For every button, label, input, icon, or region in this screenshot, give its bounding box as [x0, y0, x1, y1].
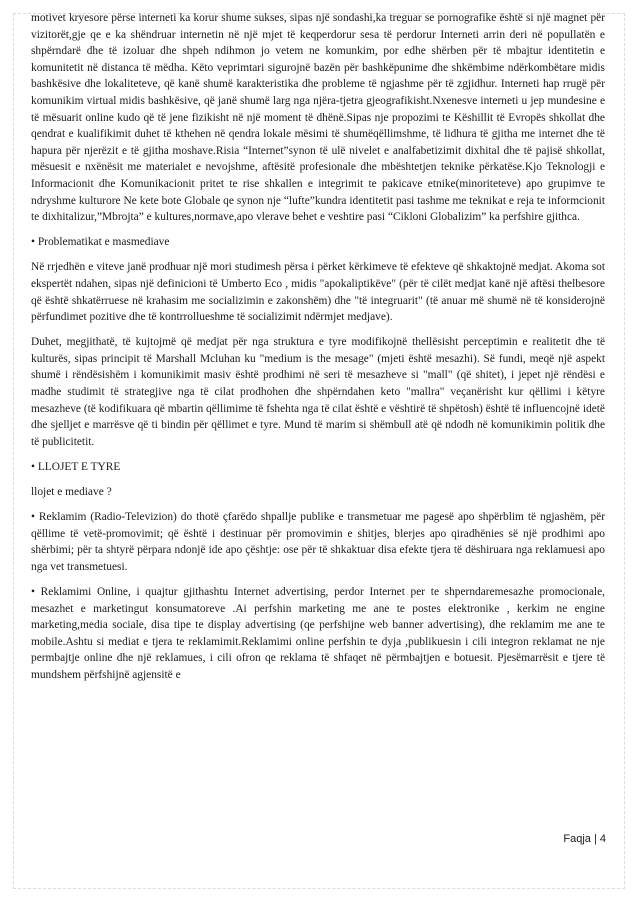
heading-types: • LLOJET E TYRE [31, 460, 121, 473]
subheading-media-types: llojet e mediave ? [31, 485, 112, 498]
paragraph-advertising-radio-tv: • Reklamim (Radio-Televizion) do thotë çfarëdo shpallje publike e transmetuar me pagesë apo shpërblim të ngjashëm, për qëllime të vetë-promovimit; që është i destinuar për promovimin e shitjes, blerjes apo qiradhënies së një prodhimi apo shërbimi; për ta shtyrë përpara ndonjë ide apo çështje: ose për të shkaktuar disa efekte tjera të dëshiruara nga reklamuesi apo nga vet transmetuesi. [31, 511, 605, 573]
paragraph-internet-motives: motivet kryesore përse interneti ka korur shume sukses, sipas një sondashi,ka treguar se pornografike është si një magnet për vizitorët,gje qe e ka shëndruar internetin në një mjet të keqperdorur sesa të perdorur Interneti arrin deri në popullatën e shpërndarë dhe të izoluar dhe shpeh ndihmon jo vetem ne komunkim, por edhe shërben për të mbajtur identitetin e komunitetit në distanca të mëdha. Këto veprimtari sigurojnë bazën për bashkëpunime dhe shkëmbime ndërkombëtare midis bashkësive dhe lokaliteteve, që kanë shumë karakteristika dhe probleme të ngjashme për të zgjidhur. Interneti hap rrugë për komunikim virtual midis bashkësive, që janë shumë larg nga njëra-tjetra gjeografikisht.Nxenesve interneti u jep mundesine e të mësuarit online kudo që të jene fizikisht në një moment të dhënë.Sipas nje propozimi te Këshillit të Evropës shkollat dhe qendrat e kualifikimit duhet të kthehen në qendra lokale mësimi të shumëqëllimshme, të lidhura të gjitha me internet dhe të hapura për njerëzit e të gjitha moshave.Risia “Internet”synon të ulë nivelet e analfabetizimit dixhital dhe të pajisë shkollat, mësuesit e nxënësit me materialet e nevojshme, aftësitë profesionale dhe mbështetjen teknike përkatëse.Kjo Teknologji e Informacionit dhe Komunikacionit pritet te rise shkallen e integrimit te pakicave etnike(minoriteteve) apo grupimve te ndryshme kulturore Ne kete bote Globale qe synon nje “lufte”kundra identitetit pasi tashme me teknikat e reja te informcionit te dixhitalizur,”Mbrojta” e kultures,normave,apo vlerave behet e veshtire pasi “Cikloni Globalizim” ka perfshire gjithca. [31, 12, 605, 224]
paragraph-media-structure: Duhet, megjithatë, të kujtojmë që medjat për nga struktura e tyre modifikojnë thellësisht perceptimin e realitetit dhe të kulturës, sipas principit të Marshall Mcluhan ku "medium is the mesage" (mjeti është mesazhi). Së fundi, meqë një aspekt shumë i rëndësishëm i komunikimit masiv është prodhimi në seri të mesazheve si "mall" (që shitet), i jepet një rëndësi e madhe studimit të strategjive nga të cilat prodhohen dhe shpërndahen keto "mallra" veçanërisht kur qëllimi i këtyre mesazheve (të kodifikuara që mbartin qëllimime të fshehta nga të cilat është e vështirë të shpëtosh) është të influencojnë idetë dhe sjelljet e marrësve që ti bindin për qëllimet e tyre. Mund të marim si shëmbull atë që ndodh në komunikimin politik dhe të publicitetit. [31, 336, 605, 448]
heading-problematics: • Problematikat e masmediave [31, 236, 170, 249]
paragraph-media-effects: Në rrjedhën e viteve janë prodhuar një mori studimesh përsa i përket kërkimeve të efekteve që shkaktojnë medjat. Akoma sot ekspertët ndahen, sipas një definicioni të Umberto Eco , midis "apokaliptikëve" (për të cilët medjat kanë një aftësi thelbesore që është shkatërruese në krahasim me socializimin e zakonshëm) dhe "të integruarit" (të anuar më shumë në të konsiderojnë përfundimet pozitive dhe të kontrrollueshme të socializimit ndërmjet medjave). [31, 261, 605, 324]
document-body [31, 10, 605, 692]
page-number: Faqja | 4 [563, 833, 606, 845]
paragraph-online-advertising: • Reklamimi Online, i quajtur gjithashtu Internet advertising, perdor Internet per te shperndaremesazhe promocionale, mesazhet e marketingut konsumatoreve .Ai perfshin marketing me ane te postes elektronike , kerkim ne engine marketing,media sociale, disa tipe te display advertising (qe perfshijne web banner advertising), dhe reklamim me ane te mobile.Ashtu si mediat e tjera te reklamimit.Reklamimi online perfshin te dyja ,publikuesin i cili integron reklamat ne nje permbajtje online dhe një reklamues, i cili ofron qe reklama të shfaqet në përmbajtjen e botuesit. Pjesëmarrësit e tjere të mundshem përfshijnë agjensitë e [31, 585, 605, 681]
